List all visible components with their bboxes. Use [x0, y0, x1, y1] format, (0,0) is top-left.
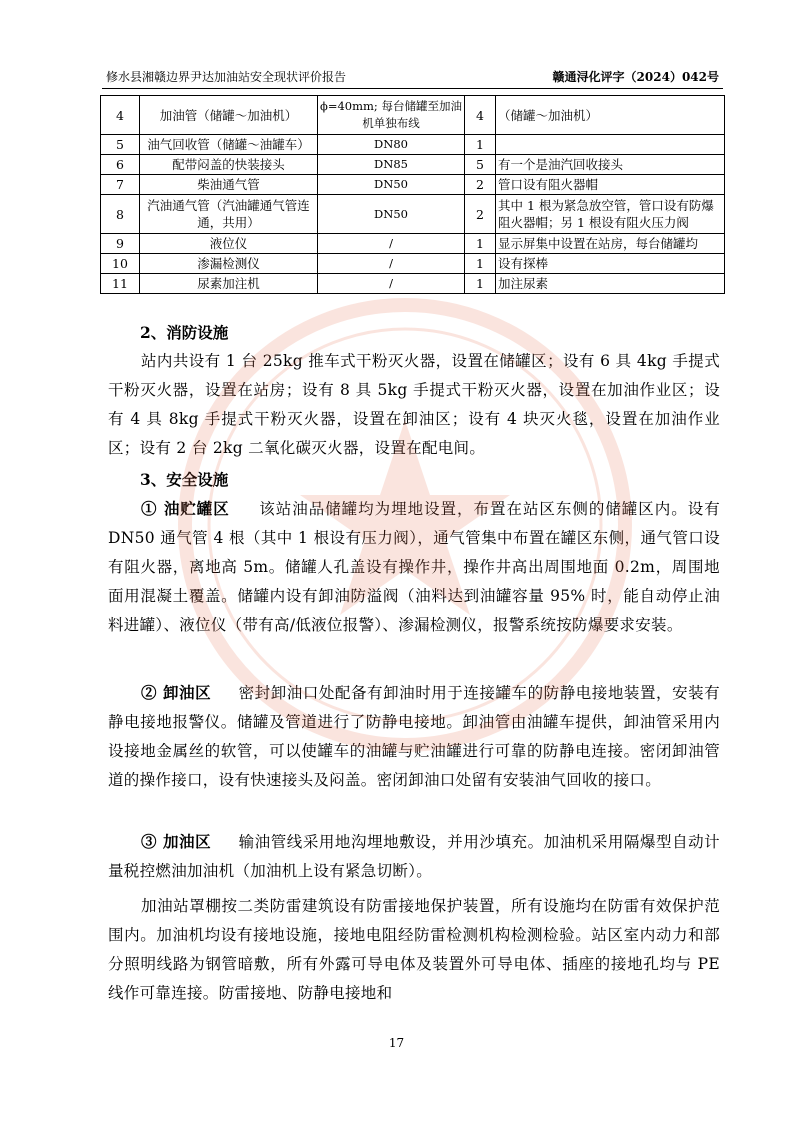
- table-row: [101, 234, 725, 254]
- row-qty: 2: [465, 195, 496, 234]
- row-note: 有一个是油汽回收接头: [496, 155, 725, 175]
- row-spec: /: [318, 274, 465, 294]
- row-number: 4: [101, 96, 140, 135]
- row-number: 9: [101, 234, 140, 254]
- row-note: 加注尿素: [496, 274, 725, 294]
- row-spec: DN80: [318, 135, 465, 155]
- row-spec: /: [318, 254, 465, 274]
- row-spec: /: [318, 234, 465, 254]
- row-qty: 5: [465, 155, 496, 175]
- row-number: 11: [101, 274, 140, 294]
- row-name: 加油管（储罐～加油机）: [140, 96, 318, 135]
- section-fire-heading: 2、消防设施: [140, 323, 229, 342]
- row-qty: 1: [465, 254, 496, 274]
- report-title: 修水县湘赣边界尹达加油站安全现状评价报告: [106, 70, 347, 84]
- oil-tank-paragraph: [108, 494, 720, 640]
- row-note: （储罐～加油机）: [496, 96, 725, 135]
- unloading-text: 密封卸油口处配备有卸油时用于连接罐车的防静电接地装置，安装有静电接地报警仪。储罐及管道进行了防静电接地。卸油管由油罐车提供，卸油管采用内设接地金属丝的软管，可以使罐车的油罐与贮油罐进行可靠的防静电连接。密闭卸油管道的操作接口，设有快速接头及闷盖。密闭卸油口处留有安装油气回收的接口。: [108, 684, 720, 789]
- page-number: 17: [388, 1036, 405, 1050]
- table-row: [101, 155, 725, 175]
- row-note: 设有探棒: [496, 254, 725, 274]
- row-name: 液位仪: [140, 234, 318, 254]
- row-spec: DN50: [318, 195, 465, 234]
- row-name: 渗漏检测仪: [140, 254, 318, 274]
- page-header: [102, 68, 723, 89]
- oil-tank-label: ① 油贮罐区: [141, 499, 230, 518]
- row-number: 10: [101, 254, 140, 274]
- row-note: 其中 1 根为紧急放空管，管口设有防爆阻火器帽；另 1 根设有阻火压力阀: [496, 195, 725, 234]
- lightning-paragraph: 加油站罩棚按二类防雷建筑设有防雷接地保护装置，所有设施均在防雷有效保护范围内。加油机均设有接地设施，接地电阻经防雷检测机构检测检验。站区室内动力和部分照明线路为钢管暗敷，所有外露可导电体及装置外可导电体、插座的接地孔均与 PE 线作可靠连接。防雷接地、防静电接地和: [108, 897, 720, 1002]
- row-number: 6: [101, 155, 140, 175]
- row-name: 尿素加注机: [140, 274, 318, 294]
- row-note: [496, 135, 725, 155]
- row-spec: DN50: [318, 175, 465, 195]
- table-row: [101, 195, 725, 234]
- row-spec: ϕ=40mm; 每台储罐至加油机单独布线: [318, 96, 465, 135]
- row-qty: 4: [465, 96, 496, 135]
- row-note: 显示屏集中设置在站房，每台储罐均: [496, 234, 725, 254]
- row-number: 5: [101, 135, 140, 155]
- equipment-table: [100, 95, 725, 294]
- report-number: 赣通浔化评字（2024）042号: [552, 70, 719, 84]
- refuel-text: 输油管线采用地沟埋地敷设，并用沙填充。加油机采用隔爆型自动计量税控燃油加油机（加油机上设有紧急切断）。: [108, 833, 720, 880]
- section-fire-text: 站内共设有 1 台 25kg 推车式干粉灭火器，设置在储罐区；设有 6 具 4kg 手提式干粉灭火器，设置在站房；设有 8 具 5kg 手提式干粉灭火器，设置在加油作业区；设有 4 具 8kg 手提式干粉灭火器，设置在卸油区；设有 4 块灭火毯，设置在加油作业区；设有 2 台 2kg 二氧化碳灭火器，设置在配电间。: [108, 352, 720, 457]
- table-row: [101, 274, 725, 294]
- row-name: 汽油通气管（汽油罐通气管连通，共用）: [140, 195, 318, 234]
- row-qty: 2: [465, 175, 496, 195]
- row-qty: 1: [465, 274, 496, 294]
- table-row: [101, 96, 725, 135]
- table-row: [101, 254, 725, 274]
- row-number: 8: [101, 195, 140, 234]
- table-row: [101, 135, 725, 155]
- row-spec: DN85: [318, 155, 465, 175]
- row-number: 7: [101, 175, 140, 195]
- row-name: 油气回收管（储罐～油罐车）: [140, 135, 318, 155]
- row-qty: 1: [465, 234, 496, 254]
- refuel-paragraph: [108, 827, 720, 886]
- section-safety-heading: 3、安全设施: [140, 470, 229, 489]
- table-row: [101, 175, 725, 195]
- unloading-paragraph: [108, 678, 720, 795]
- row-name: 柴油通气管: [140, 175, 318, 195]
- row-qty: 1: [465, 135, 496, 155]
- row-note: 管口设有阻火器帽: [496, 175, 725, 195]
- row-name: 配带闷盖的快装接头: [140, 155, 318, 175]
- refuel-label: ③ 加油区: [141, 832, 212, 851]
- oil-tank-text: 该站油品储罐均为埋地设置，布置在站区东侧的储罐区内。设有 DN50 通气管 4 根（其中 1 根设有压力阀），通气管集中布置在罐区东侧，通气管口设有阻火器，离地高 5m。储罐人孔盖设有操作井，操作井高出周围地面 0.2m，周围地面用混凝土覆盖。储罐内设有卸油防溢阀（油料达到油罐容量 95% 时，能自动停止油料进罐）、液位仪（带有高/低液位报警）、渗漏检测仪，报警系统按防爆要求安装。: [108, 500, 720, 634]
- unloading-label: ② 卸油区: [141, 683, 212, 702]
